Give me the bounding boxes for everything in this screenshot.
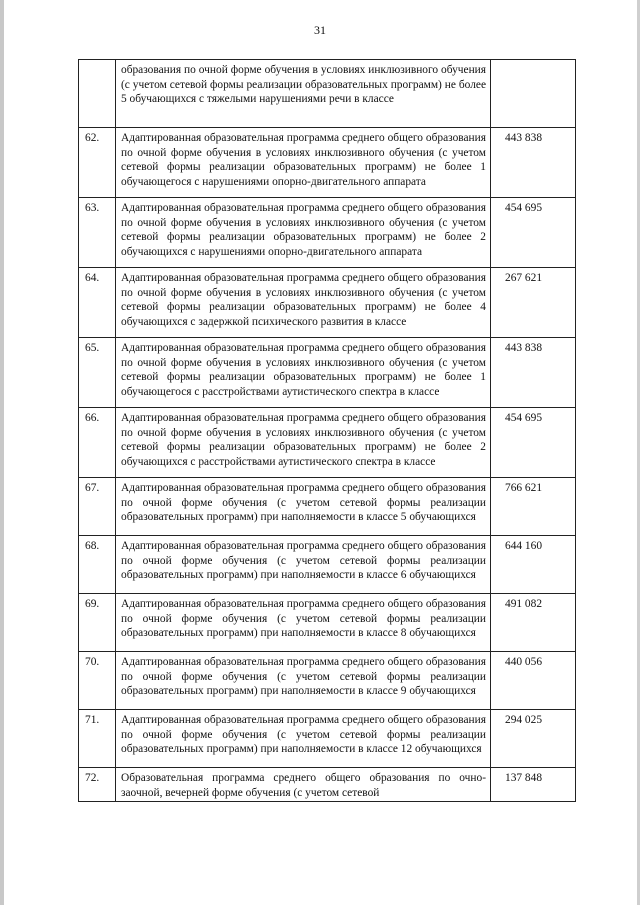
table-row bbox=[79, 710, 576, 768]
row-description: Адаптированная образовательная программа среднего общего образования по очной форме обучения (с учетом сетевой формы реализации образовательных программ) при наполняемости в классе 5 обучающихся bbox=[116, 478, 491, 536]
row-description: Адаптированная образовательная программа среднего общего образования по очной форме обучения в условиях инклюзивного обучения (с учетом сетевой формы реализации образовательных программ) не более 2 обучающихся с нарушениями опорно-двигательного аппарата bbox=[116, 198, 491, 268]
row-number: 68. bbox=[79, 536, 116, 594]
table-row bbox=[79, 478, 576, 536]
row-value: 137 848 bbox=[491, 768, 576, 802]
table-row bbox=[79, 60, 576, 128]
row-description: Адаптированная образовательная программа среднего общего образования по очной форме обучения в условиях инклюзивного обучения (с учетом сетевой формы реализации образовательных программ) не более 1 обучающегося с расстройствами аутистического спектра в классе bbox=[116, 338, 491, 408]
row-description: образования по очной форме обучения в условиях инклюзивного обучения (с учетом сетевой формы реализации образовательных программ) не более 5 обучающихся с тяжелыми нарушениями речи в классе bbox=[116, 60, 491, 128]
row-value: 454 695 bbox=[491, 198, 576, 268]
row-number: 67. bbox=[79, 478, 116, 536]
row-description: Адаптированная образовательная программа среднего общего образования по очной форме обучения (с учетом сетевой формы реализации образовательных программ) при наполняемости в классе 8 обучающихся bbox=[116, 594, 491, 652]
row-number: 62. bbox=[79, 128, 116, 198]
row-value: 443 838 bbox=[491, 128, 576, 198]
row-description: Адаптированная образовательная программа среднего общего образования по очной форме обучения (с учетом сетевой формы реализации образовательных программ) при наполняемости в классе 9 обучающихся bbox=[116, 652, 491, 710]
row-description: Адаптированная образовательная программа среднего общего образования по очной форме обучения (с учетом сетевой формы реализации образовательных программ) при наполняемости в классе 6 обучающихся bbox=[116, 536, 491, 594]
row-number: 69. bbox=[79, 594, 116, 652]
row-number bbox=[79, 60, 116, 128]
table-row bbox=[79, 268, 576, 338]
row-value: 644 160 bbox=[491, 536, 576, 594]
row-value: 440 056 bbox=[491, 652, 576, 710]
row-value bbox=[491, 60, 576, 128]
table-row bbox=[79, 338, 576, 408]
row-value: 454 695 bbox=[491, 408, 576, 478]
page-number: 31 bbox=[314, 23, 326, 37]
row-description: Образовательная программа среднего общего образования по очно-заочной, вечерней форме обучения (с учетом сетевой bbox=[116, 768, 491, 802]
row-description: Адаптированная образовательная программа среднего общего образования по очной форме обучения в условиях инклюзивного обучения (с учетом сетевой формы реализации образовательных программ) не более 4 обучающихся с задержкой психического развития в классе bbox=[116, 268, 491, 338]
table-row bbox=[79, 128, 576, 198]
table-row bbox=[79, 652, 576, 710]
table-row bbox=[79, 594, 576, 652]
row-description: Адаптированная образовательная программа среднего общего образования по очной форме обучения (с учетом сетевой формы реализации образовательных программ) при наполняемости в классе 12 обучающихся bbox=[116, 710, 491, 768]
row-description: Адаптированная образовательная программа среднего общего образования по очной форме обучения в условиях инклюзивного обучения (с учетом сетевой формы реализации образовательных программ) не более 1 обучающегося с нарушениями опорно-двигательного аппарата bbox=[116, 128, 491, 198]
row-number: 72. bbox=[79, 768, 116, 802]
row-value: 267 621 bbox=[491, 268, 576, 338]
tariff-table bbox=[78, 59, 576, 802]
table-row bbox=[79, 198, 576, 268]
row-value: 443 838 bbox=[491, 338, 576, 408]
row-number: 66. bbox=[79, 408, 116, 478]
row-number: 71. bbox=[79, 710, 116, 768]
table-row bbox=[79, 536, 576, 594]
row-number: 64. bbox=[79, 268, 116, 338]
row-value: 294 025 bbox=[491, 710, 576, 768]
row-value: 491 082 bbox=[491, 594, 576, 652]
row-number: 65. bbox=[79, 338, 116, 408]
table-row bbox=[79, 408, 576, 478]
scan-left-edge bbox=[0, 0, 4, 905]
row-number: 63. bbox=[79, 198, 116, 268]
row-value: 766 621 bbox=[491, 478, 576, 536]
table-row bbox=[79, 768, 576, 802]
row-description: Адаптированная образовательная программа среднего общего образования по очной форме обучения в условиях инклюзивного обучения (с учетом сетевой формы реализации образовательных программ) не более 2 обучающихся с расстройствами аутистического спектра в классе bbox=[116, 408, 491, 478]
row-number: 70. bbox=[79, 652, 116, 710]
